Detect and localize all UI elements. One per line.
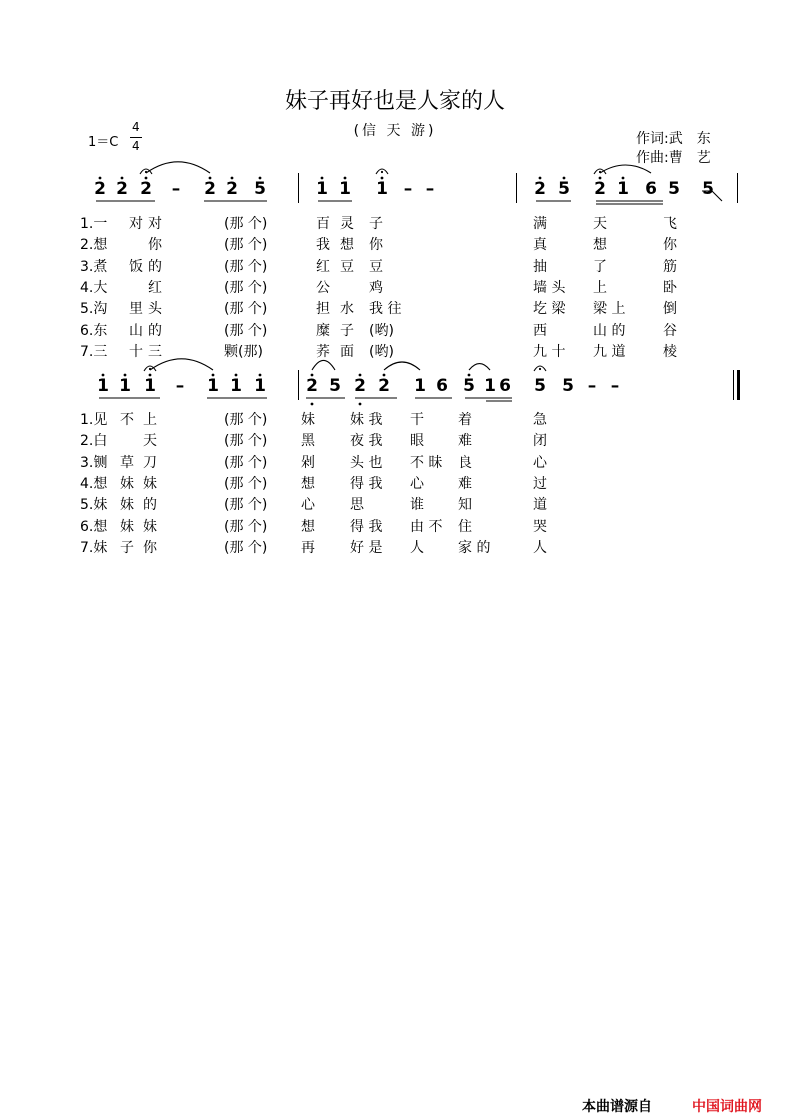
- lyric-syllable: (那 个): [224, 279, 268, 296]
- verse-start: 7.三: [80, 343, 108, 360]
- verse-start: 7.妹: [80, 539, 108, 556]
- slur: [384, 362, 420, 370]
- lyric-syllable: 荞: [316, 343, 330, 360]
- lyric-syllable: 眼: [410, 433, 424, 450]
- jianpu-note: 1: [414, 376, 426, 396]
- jianpu-note: 5: [534, 376, 546, 396]
- lyric-syllable: 不 昧: [410, 454, 443, 471]
- lyric-syllable: 人: [410, 539, 424, 556]
- slur: [600, 165, 651, 173]
- lyric-syllable: 对: [129, 216, 143, 232]
- lyric-syllable: 豆: [369, 258, 383, 275]
- lyric-syllable: 好 是: [350, 539, 383, 556]
- slur: [312, 360, 335, 370]
- verse-start: 3.煮: [80, 258, 108, 275]
- lyric-syllable: 得 我: [350, 518, 383, 535]
- lyric-syllable: 水: [340, 301, 354, 318]
- jianpu-note: 2: [140, 179, 152, 199]
- lyric-syllable: 你: [148, 237, 162, 254]
- lyric-syllable: 筋: [663, 258, 677, 275]
- lyric-syllable: 想: [593, 237, 607, 254]
- jianpu-note: 5: [668, 179, 680, 199]
- lyric-syllable: 由 不: [410, 518, 443, 535]
- lyric-syllable: 墙 头: [533, 279, 566, 296]
- jianpu-note: –: [587, 376, 597, 396]
- lyric-syllable: 想: [301, 475, 315, 492]
- fermata-dot: [539, 368, 541, 370]
- lyric-syllable: (那 个): [224, 258, 268, 275]
- lyric-syllable: 倒: [663, 301, 677, 318]
- lyric-syllable: 饭: [129, 258, 143, 275]
- jianpu-note: 6: [436, 376, 448, 396]
- jianpu-note: 2: [594, 179, 606, 199]
- lyric-syllable: 过: [533, 475, 547, 492]
- jianpu-note: 1: [316, 179, 328, 199]
- verse-start: 6.东: [80, 322, 108, 339]
- lyric-syllable: 头 也: [350, 454, 383, 471]
- jianpu-note: 5: [702, 179, 714, 199]
- composer-credit: 作曲:曹 艺: [636, 150, 711, 166]
- lyric-syllable: 知: [458, 497, 472, 514]
- lyric-syllable: 你: [663, 237, 677, 254]
- lyric-syllable: 想: [301, 518, 315, 535]
- verse-start: 6.想: [80, 518, 108, 535]
- lyric-syllable: 谷: [663, 322, 677, 339]
- lyric-syllable: 急: [533, 412, 547, 428]
- lyric-syllable: 山: [129, 322, 143, 339]
- jianpu-note: 1: [617, 179, 629, 199]
- lyric-syllable: 飞: [663, 216, 677, 232]
- jianpu-note: 2: [204, 179, 216, 199]
- lyric-syllable: 心: [533, 454, 547, 471]
- lyric-syllable: 妹: [301, 412, 315, 428]
- jianpu-note: 1: [339, 179, 351, 199]
- lyric-syllable: 梁 上: [593, 301, 626, 318]
- time-signature-bottom: 4: [132, 139, 140, 153]
- lyric-syllable: (那 个): [224, 454, 268, 471]
- lyric-syllable: 家 的: [458, 539, 491, 556]
- jianpu-note: 1: [376, 179, 388, 199]
- lyric-syllable: 真: [533, 237, 547, 254]
- lyric-syllable: 闭: [533, 433, 547, 450]
- lyric-syllable: 得 我: [350, 475, 383, 492]
- lyric-syllable: 的: [148, 258, 162, 275]
- lyric-syllable: 鸡: [369, 279, 383, 296]
- lyric-syllable: 糜: [316, 322, 330, 339]
- lyric-syllable: 你: [143, 539, 157, 556]
- lyric-syllable: 天: [593, 216, 607, 232]
- lyric-syllable: 着: [458, 412, 472, 428]
- lyric-syllable: 想: [340, 237, 354, 254]
- lyric-syllable: 妹: [120, 475, 134, 492]
- lyric-syllable: 黑: [301, 433, 315, 450]
- lyric-syllable: 的: [143, 497, 157, 514]
- song-subtitle: (信 天 游): [353, 123, 437, 139]
- lyric-syllable: 里: [129, 301, 143, 318]
- lyric-syllable: 我: [316, 237, 330, 254]
- verse-start: 2.白: [80, 433, 108, 450]
- jianpu-note: –: [171, 179, 181, 199]
- jianpu-note: 2: [226, 179, 238, 199]
- source-label: 本曲谱源自: [582, 1099, 652, 1115]
- barline: [298, 173, 299, 203]
- verse-start: 5.沟: [80, 301, 108, 318]
- slur: [146, 162, 210, 173]
- lyric-syllable: 百: [316, 216, 330, 232]
- lyric-syllable: 担: [316, 301, 330, 318]
- lyric-syllable: 子: [369, 216, 383, 232]
- barline: [737, 370, 740, 400]
- fermata-dot: [381, 171, 383, 173]
- lyric-syllable: 头: [148, 301, 162, 318]
- jianpu-note: 1: [144, 376, 156, 396]
- barline: [298, 370, 299, 400]
- jianpu-note: 5: [558, 179, 570, 199]
- lyric-syllable: 面: [340, 343, 354, 360]
- lyric-syllable: 草: [120, 454, 134, 471]
- lyric-syllable: 夜 我: [350, 433, 383, 450]
- lyric-syllable: 不: [120, 412, 134, 428]
- barline: [516, 173, 517, 203]
- lyric-syllable: (那 个): [224, 237, 268, 254]
- lyric-syllable: 心: [301, 497, 315, 514]
- lyric-syllable: 再: [301, 539, 315, 556]
- jianpu-note: 1: [119, 376, 131, 396]
- lyric-syllable: 子: [340, 322, 354, 339]
- lyric-syllable: 难: [458, 475, 472, 492]
- jianpu-note: –: [610, 376, 620, 396]
- jianpu-note: 5: [562, 376, 574, 396]
- jianpu-note: 5: [329, 376, 341, 396]
- verse-start: 4.想: [80, 475, 108, 492]
- jianpu-note: 5: [463, 376, 475, 396]
- lyric-syllable: 你: [369, 237, 383, 254]
- barline: [737, 173, 738, 203]
- song-title: 妹子再好也是人家的人: [284, 89, 505, 114]
- slur: [469, 364, 490, 370]
- lyric-syllable: 的: [148, 322, 162, 339]
- lyric-syllable: 刀: [143, 454, 157, 471]
- lyric-syllable: (那 个): [224, 412, 268, 428]
- lyric-syllable: 道: [533, 497, 547, 514]
- lyric-syllable: 卧: [663, 279, 677, 296]
- lyric-syllable: 三: [148, 343, 162, 360]
- jianpu-note: 1: [97, 376, 109, 396]
- jianpu-note: –: [403, 179, 413, 199]
- key-signature: 1＝C: [88, 135, 119, 150]
- jianpu-note: 1: [207, 376, 219, 396]
- lyric-syllable: (那 个): [224, 433, 268, 450]
- jianpu-note: 2: [534, 179, 546, 199]
- lyric-syllable: 思: [350, 497, 364, 514]
- lyric-syllable: 棱: [663, 343, 677, 360]
- lyric-syllable: 我 往: [369, 301, 402, 318]
- lyric-syllable: 妹: [143, 518, 157, 535]
- verse-start: 5.妹: [80, 497, 108, 514]
- verse-start: 2.想: [80, 237, 108, 254]
- lyric-syllable: 公: [316, 279, 330, 296]
- jianpu-note: 2: [306, 376, 318, 396]
- lyric-syllable: (那 个): [224, 497, 268, 514]
- lyric-syllable: (那 个): [224, 322, 268, 339]
- verse-start: 1.见: [80, 412, 108, 428]
- lyric-syllable: 十: [129, 343, 143, 360]
- lyric-syllable: 子: [120, 539, 134, 556]
- lyric-syllable: 红: [316, 258, 330, 275]
- jianpu-note: –: [175, 376, 185, 396]
- lyric-syllable: 心: [410, 475, 424, 492]
- lyric-syllable: 剁: [301, 454, 315, 471]
- jianpu-note: 5: [254, 179, 266, 199]
- jianpu-note: 1: [484, 376, 496, 396]
- lyric-syllable: 豆: [340, 258, 354, 275]
- lyric-syllable: 九 道: [593, 343, 626, 360]
- lyric-syllable: 住: [458, 518, 472, 535]
- lyric-syllable: 山 的: [593, 322, 626, 339]
- verse-start: 3.铡: [80, 454, 108, 471]
- octave-dot-low: [311, 403, 314, 406]
- lyricist-credit: 作词:武 东: [636, 131, 711, 147]
- lyric-syllable: 上: [593, 279, 607, 296]
- jianpu-note: 1: [254, 376, 266, 396]
- source-site: 中国词曲网: [692, 1099, 762, 1115]
- lyric-syllable: 颗(那): [224, 343, 263, 360]
- jianpu-note: –: [425, 179, 435, 199]
- lyric-syllable: (那 个): [224, 518, 268, 535]
- jianpu-note: 2: [378, 376, 390, 396]
- octave-dot-low: [359, 403, 362, 406]
- lyric-syllable: 了: [593, 258, 607, 275]
- jianpu-note: 6: [499, 376, 511, 396]
- lyric-syllable: 妹: [120, 518, 134, 535]
- verse-start: 1.一: [80, 216, 108, 232]
- jianpu-note: 2: [354, 376, 366, 396]
- time-signature-top: 4: [132, 120, 140, 134]
- lyric-syllable: 人: [533, 539, 547, 556]
- lyric-syllable: 谁: [410, 497, 424, 514]
- jianpu-note: 1: [230, 376, 242, 396]
- lyric-syllable: 圪 梁: [533, 301, 566, 318]
- lyric-syllable: 哭: [533, 518, 547, 535]
- lyric-syllable: (哟): [369, 343, 394, 360]
- lyric-syllable: (那 个): [224, 301, 268, 318]
- jianpu-note: 6: [645, 179, 657, 199]
- barline: [733, 370, 734, 400]
- lyric-syllable: (那 个): [224, 216, 268, 232]
- lyric-syllable: 红: [148, 279, 162, 296]
- lyric-syllable: (那 个): [224, 539, 268, 556]
- lyric-syllable: 对: [148, 216, 162, 232]
- lyric-syllable: 天: [143, 433, 157, 450]
- lyric-syllable: 难: [458, 433, 472, 450]
- lyric-syllable: 灵: [340, 216, 354, 232]
- lyric-syllable: 干: [410, 412, 424, 428]
- lyric-syllable: 九 十: [533, 343, 566, 360]
- jianpu-note: 2: [94, 179, 106, 199]
- jianpu-note: 2: [116, 179, 128, 199]
- lyric-syllable: 西: [533, 322, 547, 339]
- lyric-syllable: 良: [458, 454, 472, 471]
- verse-start: 4.大: [80, 279, 108, 296]
- lyric-syllable: 上: [143, 412, 157, 428]
- lyric-syllable: 妹 我: [350, 412, 383, 428]
- lyric-syllable: 妹: [120, 497, 134, 514]
- lyric-syllable: 抽: [533, 258, 547, 275]
- lyric-syllable: 满: [533, 216, 547, 232]
- lyric-syllable: (那 个): [224, 475, 268, 492]
- lyric-syllable: (哟): [369, 322, 394, 339]
- lyric-syllable: 妹: [143, 475, 157, 492]
